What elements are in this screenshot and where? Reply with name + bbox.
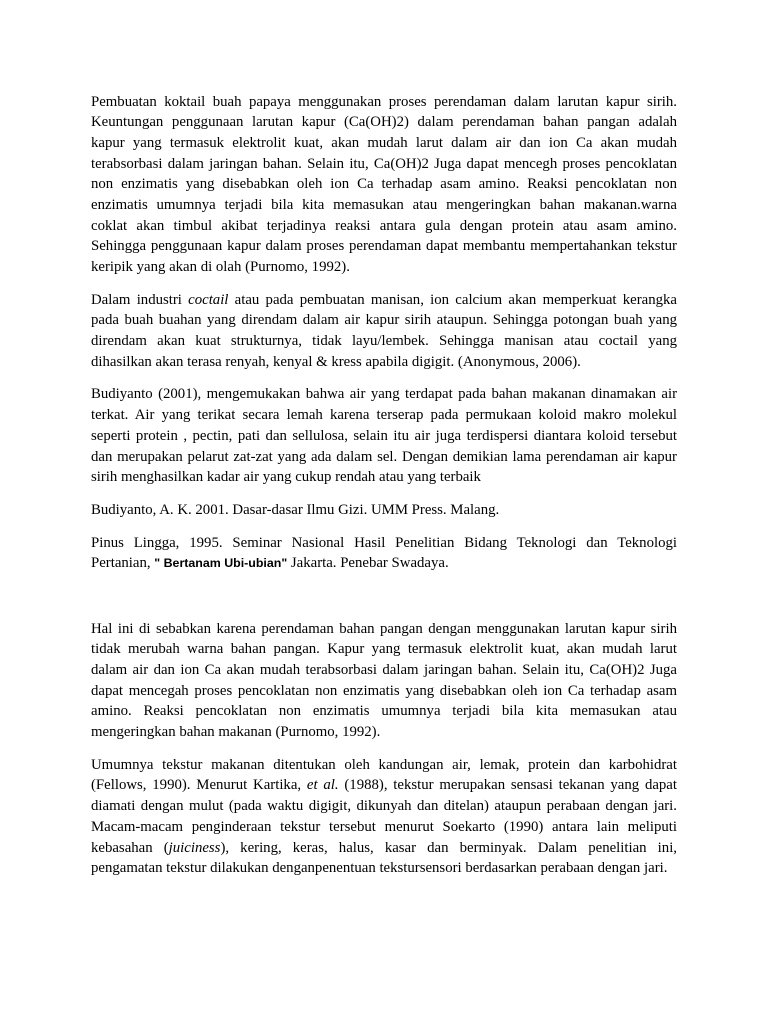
text-line: keripik yang akan di olah (Purnomo, 1992). — [91, 259, 350, 275]
italic-term: juiciness — [168, 839, 221, 856]
text-line: pengamatan tekstur dilakukan denganpenentuan tekstursensori berdasarkan perabaan dengan jari. — [91, 860, 668, 877]
document-body — [91, 92, 677, 891]
text-run: ), kering, keras, halus, kasar dan berminyak. Dalam penelitian ini, — [220, 839, 678, 856]
paragraph-bound-water — [91, 384, 677, 487]
text-line: Hal ini di sebabkan karena perendaman bahan pangan dengan menggunakan larutan kapur sirih — [91, 620, 677, 637]
text-line: Pembuatan koktail buah papaya menggunakan proses perendaman dalam larutan kapur sirih. — [91, 93, 677, 110]
paragraph-color-retention — [91, 619, 677, 743]
text-line: sirih menghasilkan kadar air yang cukup rendah atau yang terbaik — [91, 469, 481, 486]
text-line: diamati dengan mulut (pada waktu digigit, dikunyah dan ditelan) ataupun perabaan dengan jari. — [91, 798, 677, 815]
text-run: (Fellows, 1990). Menurut Kartika, — [91, 777, 307, 794]
text-line: kapur yang termasuk elektrolit kuat, akan mudah larut dalam air dan ion Ca akan mudah — [91, 134, 677, 151]
text-line: Macam-macam penginderaan tekstur tersebut menurut Soekarto (1990) antara lain meliputi — [91, 818, 677, 835]
blank-line — [91, 586, 677, 607]
text-run: kebasahan ( — [91, 839, 169, 856]
reference-pinus-lingga — [91, 533, 677, 574]
text-run: Jakarta. Penebar Swadaya. — [287, 555, 449, 572]
text-line: Pinus Lingga, 1995. Seminar Nasional Hasil Penelitian Bidang Teknologi dan Teknologi — [91, 534, 677, 551]
text-line: terabsorbasi dalam jaringan bahan. Selain itu, Ca(OH)2 Juga dapat mencegh proses pencoklatan — [91, 155, 677, 172]
text-line: dan merupakan pelarut zat-zat yang ada dalam sel. Dengan demikian lama perendaman air kapur — [91, 448, 677, 465]
text-run: Pertanian, — [91, 555, 155, 572]
text-line: Budiyanto, A. K. 2001. Dasar-dasar Ilmu Gizi. UMM Press. Malang. — [91, 501, 500, 518]
text-line: Keuntungan penggunaan larutan kapur (Ca(OH)2) dalam perendaman bahan pangan adalah — [91, 114, 677, 131]
italic-term: coctail — [188, 291, 229, 308]
text-line: Umumnya tekstur makanan ditentukan oleh kandungan air, lemak, protein dan karbohidrat — [91, 756, 677, 773]
paragraph-coctail-industry — [91, 290, 677, 373]
text-line: pada buah buahan yang direndam dalam air kapur sirih ataupun. Sehingga potongan buah yang — [91, 312, 677, 329]
text-line: terkat. Air yang terikat secara lemah karena terserap pada permukaan koloid makro molekul — [91, 407, 677, 424]
paragraph-texture — [91, 755, 677, 879]
text-line: dapat mencegah proses pencoklatan non enzimatis yang disebabkan oleh ion Ca terhadap asam — [91, 682, 677, 699]
text-line: dalam air dan ion Ca akan mudah terabsorbasi dalam jaringan bahan. Selain itu, Ca(OH)2 Juga — [91, 662, 677, 678]
book-title: " Bertanam Ubi-ubian" — [154, 556, 288, 571]
text-line: Budiyanto (2001), mengemukakan bahwa air yang terdapat pada bahan makanan dinamakan air — [91, 386, 677, 403]
text-line: coklat akan timbul akibat terjadinya reaksi antara gula dengan protein atau asam amino. — [91, 217, 677, 234]
text-line: tidak merubah warna bahan pangan. Kapur yang termasuk elektrolit kuat, akan mudah larut — [91, 641, 677, 658]
text-line: direndam akan kuat strukturnya, tidak layu/lembek. Sehingga manisan atau coctail yang — [91, 333, 677, 350]
text-line — [91, 290, 677, 311]
text-run: atau pada pembuatan manisan, ion calcium akan memperkuat kerangka — [228, 291, 677, 308]
text-run: Dalam industri — [91, 291, 189, 308]
paragraph-kapur-sirih-soaking — [91, 92, 677, 278]
text-run: (1988), tekstur merupakan sensasi tekanan yang dapat — [338, 777, 677, 794]
text-line: mengeringkan bahan makanan (Purnomo, 1992). — [91, 724, 381, 741]
text-line: seperti protein , pectin, pati dan sellulosa, selain itu air juga terdispersi diantara koloid tersebut — [91, 427, 677, 444]
text-line: enzimatis umumnya terjadi bila kita memasukan atau mengeringkan bahan makanan.warna — [91, 196, 677, 213]
text-line: non enzimatis yang disebabkan oleh ion Ca terhadap asam amino. Reaksi pencoklatan non — [91, 176, 677, 193]
text-line — [91, 553, 677, 574]
text-line: amino. Reaksi pencoklatan non enzimatis umumnya terjadi bila kita memasukan atau — [91, 703, 677, 720]
text-line: Sehingga penggunaan kapur dalam proses perendaman dapat membantu mempertahankan tekstur — [91, 238, 677, 255]
text-line: dihasilkan akan terasa renyah, kenyal & kress apabila digigit. (Anonymous, 2006). — [91, 353, 581, 370]
reference-budiyanto — [91, 500, 677, 521]
italic-term: et al. — [306, 777, 339, 794]
text-line — [91, 775, 677, 796]
text-line — [91, 838, 677, 859]
